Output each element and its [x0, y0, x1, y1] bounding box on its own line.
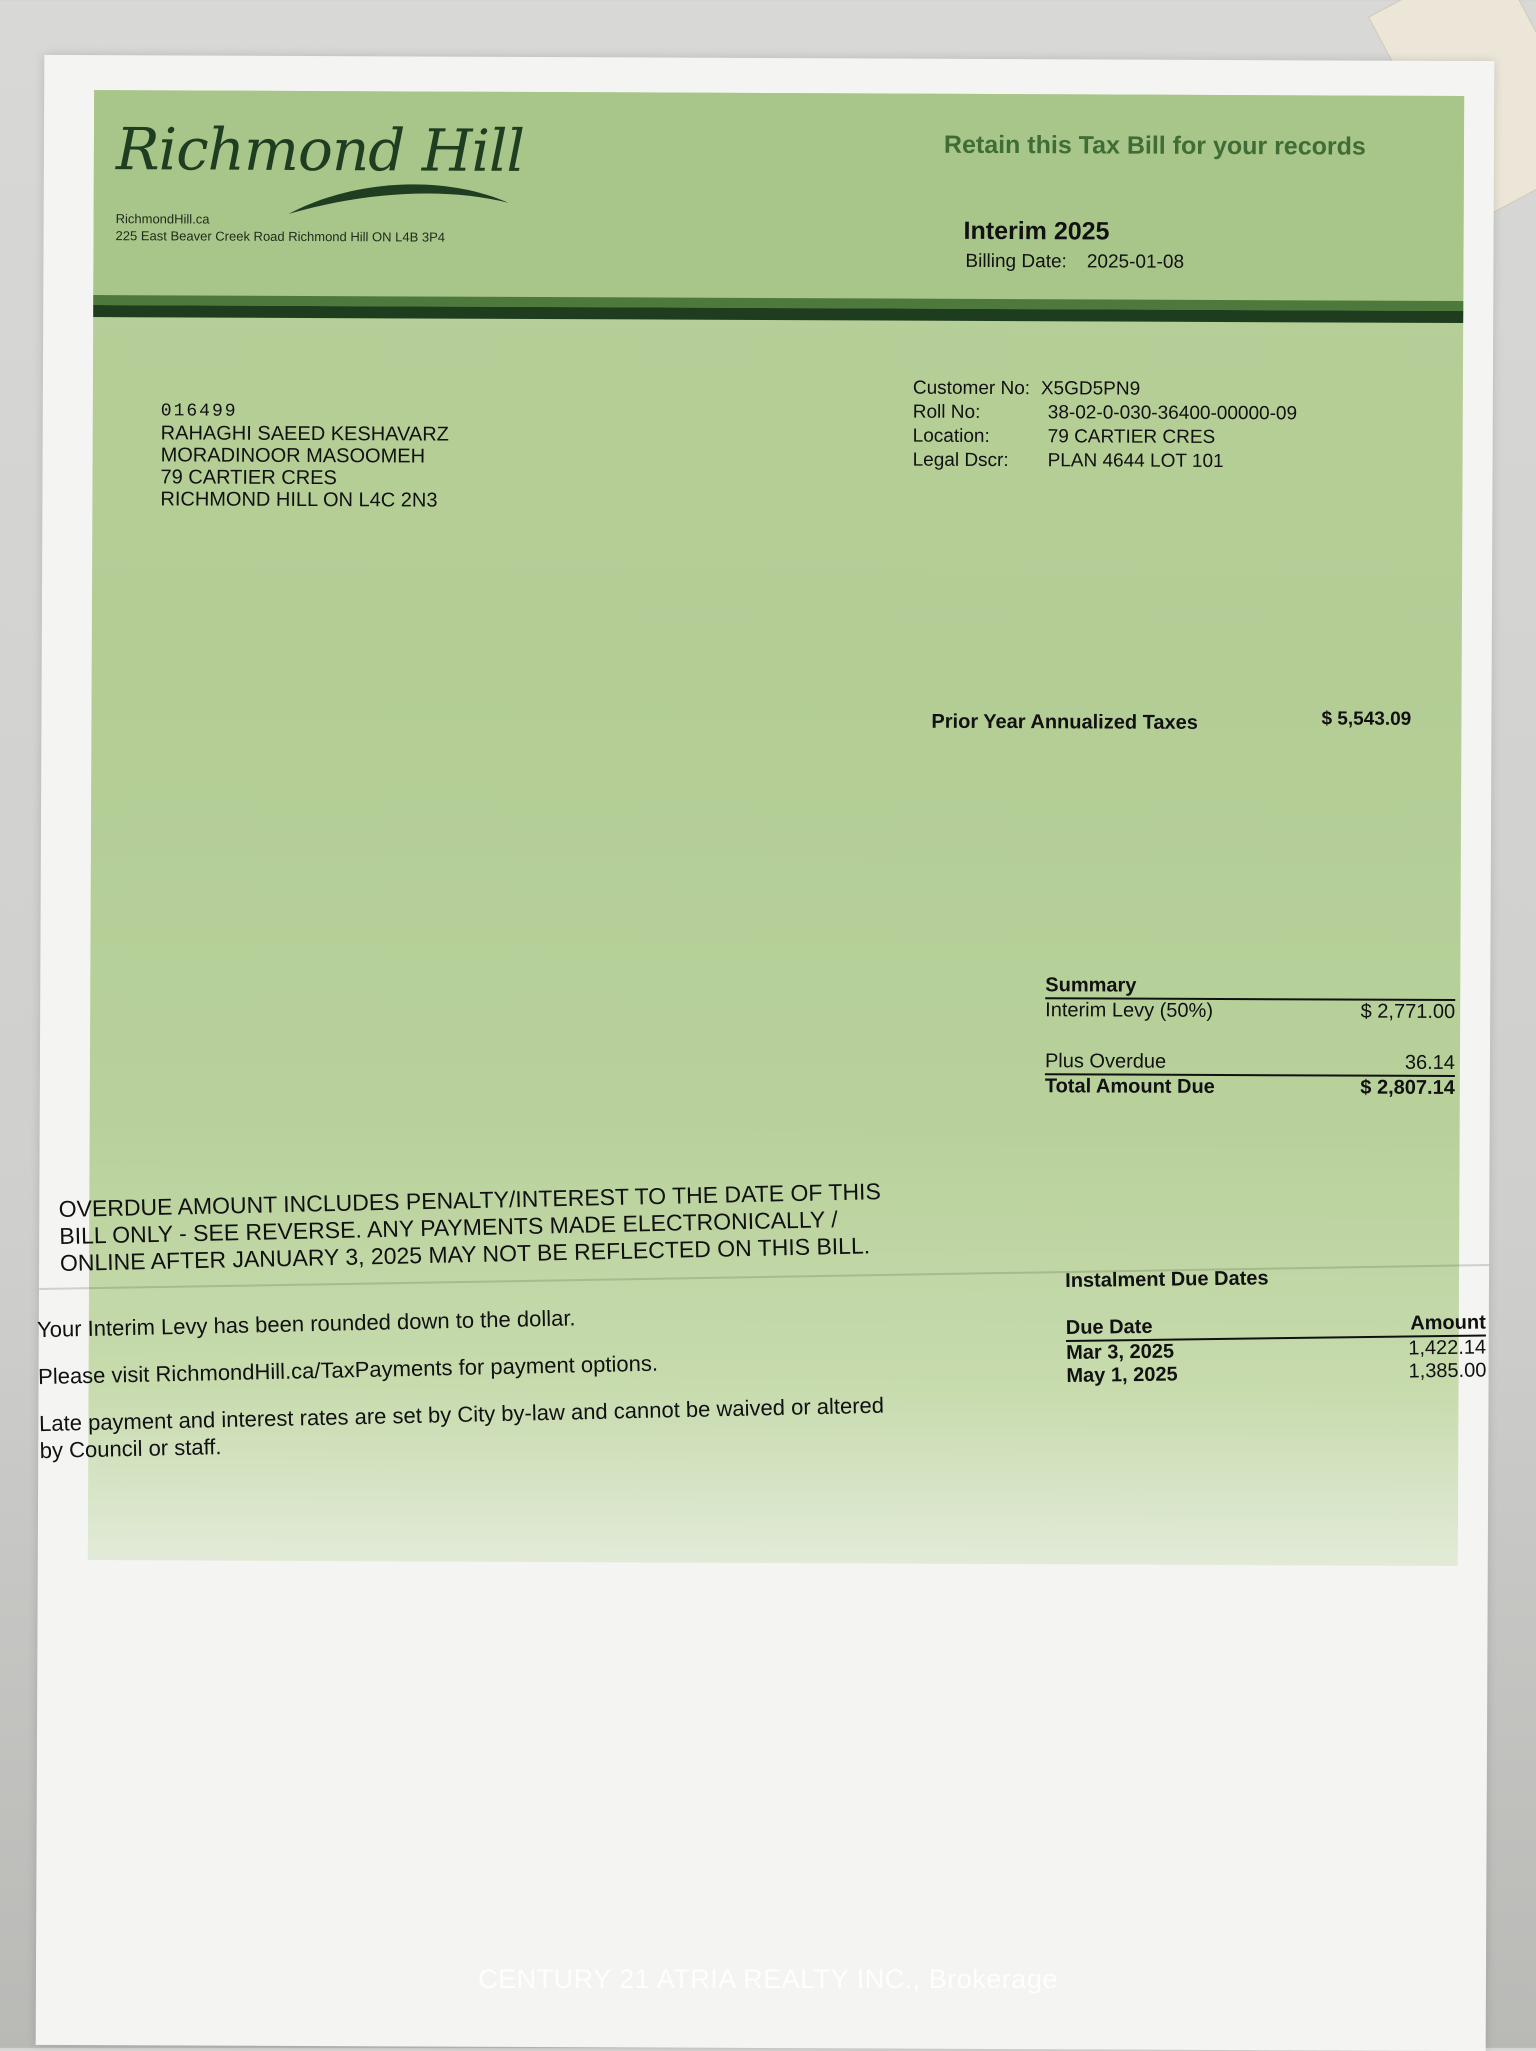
total-label: Total Amount Due [1044, 1075, 1215, 1098]
account-code: 016499 [160, 401, 238, 422]
roll-no-value: 38-02-0-030-36400-00000-09 [1047, 402, 1298, 425]
address-city: RICHMOND HILL ON L4C 2N3 [160, 488, 438, 512]
note-rounded: Your Interim Levy has been rounded down to the dollar. [36, 1305, 576, 1343]
summary-box [1045, 974, 1456, 1100]
office-address: 225 East Beaver Creek Road Richmond Hill ON L4B 3P4 [115, 228, 446, 245]
tax-bill-page [36, 55, 1495, 2051]
location-label: Location: [912, 425, 990, 447]
summary-title: Summary [1045, 974, 1455, 1001]
brokerage-watermark: CENTURY 21 ATRIA REALTY INC., Brokerage [478, 1964, 1058, 1994]
owner-name-2: MORADINOOR MASOOMEH [160, 444, 426, 468]
property-info [913, 377, 1298, 475]
prior-year-value: $ 5,543.09 [1321, 708, 1412, 730]
amount-header: Amount [1410, 1311, 1486, 1335]
note-visit: Please visit RichmondHill.ca/TaxPayments for payment options. [37, 1350, 659, 1390]
website-text: RichmondHill.ca [115, 211, 210, 227]
instalment-date: May 1, 2025 [1066, 1363, 1178, 1387]
location-row [913, 425, 1297, 451]
header-contact [116, 210, 446, 245]
customer-no-row [913, 377, 1297, 403]
overdue-row [1045, 1050, 1455, 1077]
instalment-date: Mar 3, 2025 [1066, 1340, 1175, 1364]
total-value: $ 2,807.14 [1360, 1076, 1455, 1100]
overdue-value: 36.14 [1404, 1051, 1456, 1075]
instalment-table [1065, 1264, 1487, 1387]
bill-notes [37, 1297, 900, 1484]
interim-levy-value: $ 2,771.00 [1360, 1000, 1456, 1024]
billing-date-label: Billing Date: [965, 250, 1067, 273]
mailing-address [160, 400, 449, 511]
overdue-label: Plus Overdue [1044, 1050, 1167, 1073]
instalment-title: Instalment Due Dates [1065, 1267, 1269, 1292]
billing-date-value: 2025-01-08 [1086, 251, 1185, 273]
location-value: 79 CARTIER CRES [1047, 426, 1216, 448]
customer-no-label: Customer No: [912, 377, 1031, 400]
address-street: 79 CARTIER CRES [160, 466, 337, 490]
logo-text: Richmond Hill [115, 115, 525, 185]
retain-notice: Retain this Tax Bill for your records [943, 130, 1366, 161]
interim-levy-label: Interim Levy (50%) [1045, 999, 1214, 1022]
billing-date [965, 251, 1184, 274]
bill-type-title: Interim 2025 [963, 216, 1110, 246]
overdue-notice: OVERDUE AMOUNT INCLUDES PENALTY/INTEREST TO THE DATE OF THIS BILL ONLY - SEE REVERSE. ANY PAYMENTS MADE ELECTRONICALLY / ONLINE AFTER JANUARY 3, 2025 MAY NOT BE REFLECTED ON THIS BILL. [58, 1178, 882, 1277]
roll-no-label: Roll No: [912, 401, 981, 423]
roll-no-row [913, 401, 1297, 427]
instalment-amount: 1,422.14 [1408, 1336, 1487, 1360]
customer-no-value: X5GD5PN9 [1040, 378, 1141, 400]
total-row [1045, 1075, 1455, 1100]
legal-row [913, 449, 1297, 475]
due-date-header: Due Date [1065, 1315, 1153, 1339]
prior-year-label: Prior Year Annualized Taxes [931, 710, 1198, 734]
owner-name-1: RAHAGHI SAEED KESHAVARZ [160, 422, 449, 446]
legal-value: PLAN 4644 LOT 101 [1047, 450, 1224, 472]
instalment-amount: 1,385.00 [1408, 1359, 1487, 1383]
legal-label: Legal Dscr: [912, 449, 1009, 472]
note-late: Late payment and interest rates are set by City by-law and cannot be waived or altered by Council or staff. [38, 1392, 885, 1464]
interim-levy-row [1045, 999, 1455, 1024]
